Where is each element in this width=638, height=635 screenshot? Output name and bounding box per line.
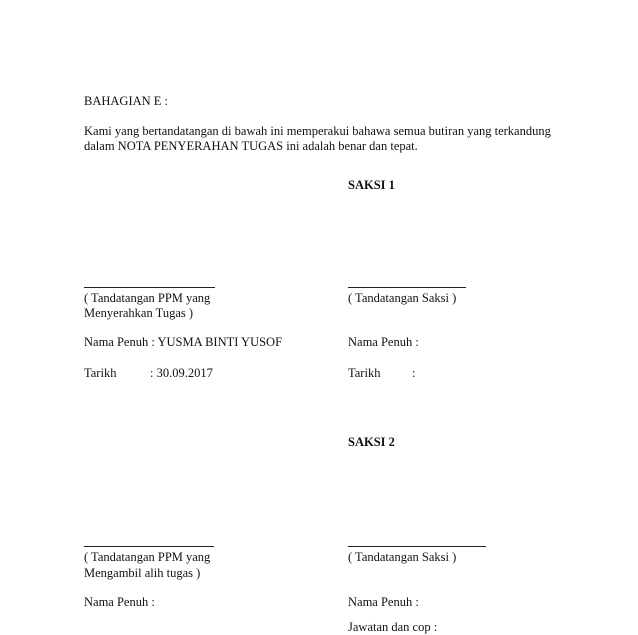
signature-label-witness-2: ( Tandatangan Saksi ) <box>348 550 457 564</box>
handover-name: Nama Penuh : YUSMA BINTI YUSOF <box>84 335 283 349</box>
signature-line-witness-1 <box>348 287 466 288</box>
signature-label-ppm-takeover-2: Mengambil alih tugas ) <box>84 566 201 580</box>
signature-line-witness-2 <box>348 546 486 547</box>
signature-line-ppm-handover <box>84 287 215 288</box>
declaration-line-2: dalam NOTA PENYERAHAN TUGAS ini adalah benar dan tepat. <box>84 139 418 153</box>
witness-1-name: Nama Penuh : <box>348 335 419 349</box>
signature-line-ppm-takeover <box>84 546 214 547</box>
witness-1-date-value: : <box>412 366 416 380</box>
witness-1-heading: SAKSI 1 <box>348 178 395 192</box>
signature-label-witness-1: ( Tandatangan Saksi ) <box>348 291 457 305</box>
witness-2-heading: SAKSI 2 <box>348 435 395 449</box>
handover-date-label: Tarikh <box>84 366 117 380</box>
signature-label-ppm-handover-1: ( Tandatangan PPM yang <box>84 291 211 305</box>
witness-2-name: Nama Penuh : <box>348 595 419 609</box>
takeover-name: Nama Penuh : <box>84 595 155 609</box>
declaration-line-1: Kami yang bertandatangan di bawah ini memperakui bahawa semua butiran yang terkandung <box>84 124 551 138</box>
witness-1-date-label: Tarikh <box>348 366 381 380</box>
signature-label-ppm-handover-2: Menyerahkan Tugas ) <box>84 306 194 320</box>
signature-label-ppm-takeover-1: ( Tandatangan PPM yang <box>84 550 211 564</box>
section-title: BAHAGIAN E : <box>84 94 169 108</box>
handover-date-value: : 30.09.2017 <box>150 366 213 380</box>
witness-2-position: Jawatan dan cop : <box>348 620 438 634</box>
